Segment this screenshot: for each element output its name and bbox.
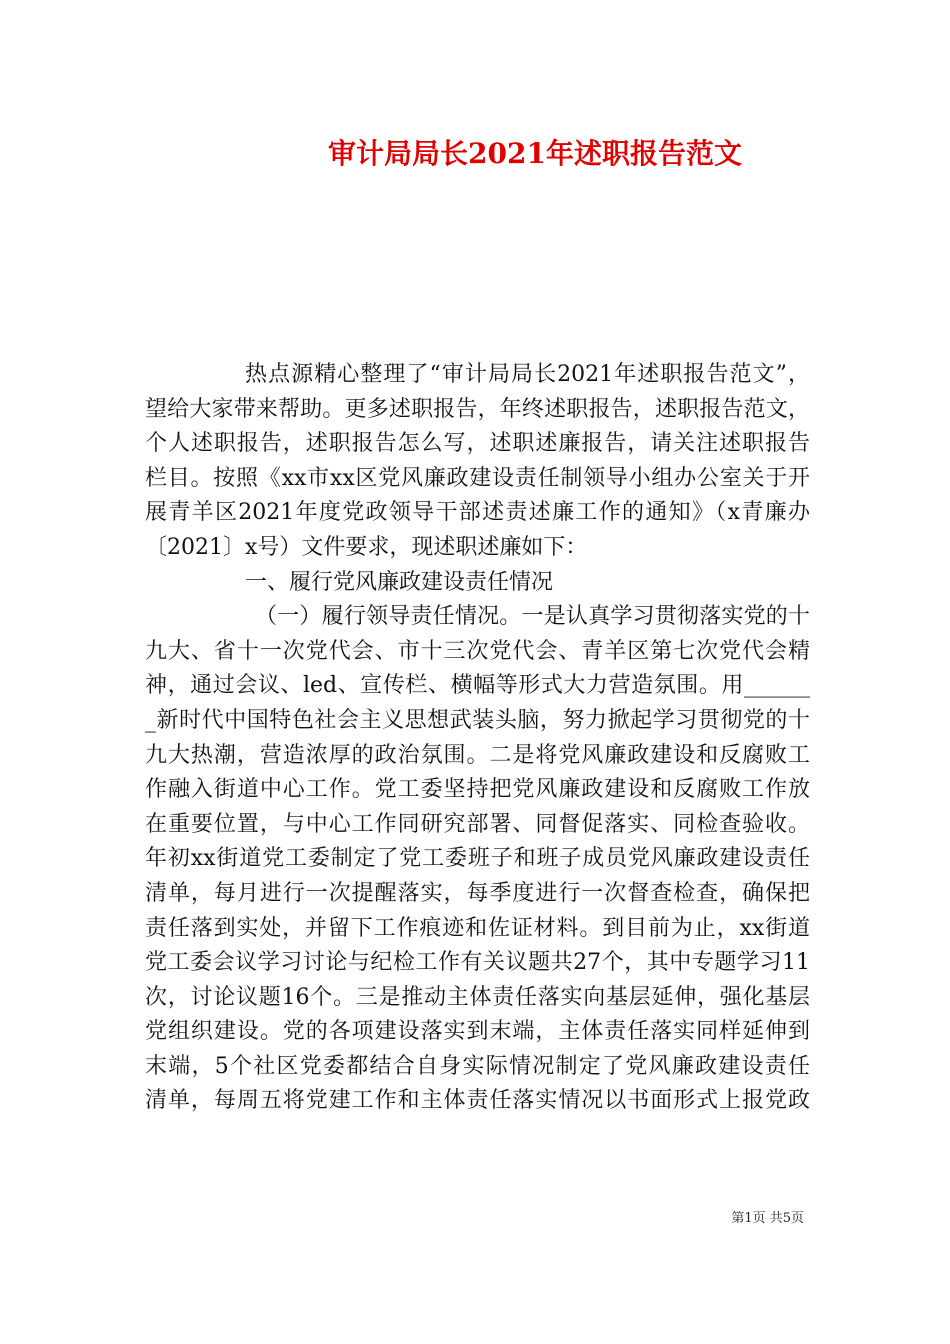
text-line: 望给大家带来帮助。更多述职报告，年终述职报告，述职报告范文，: [145, 396, 810, 422]
text-line: 个人述职报告，述职报告怎么写，述职述廉报告，请关注述职报告: [145, 431, 810, 457]
document-title: 审计局局长2021年述职报告范文: [328, 137, 742, 170]
text-line: 党组织建设。党的各项建设落实到末端，主体责任落实同样延伸到: [145, 1019, 810, 1045]
text-line: 党工委会议学习讨论与纪检工作有关议题共27个，其中专题学习11: [145, 950, 810, 976]
text-line: 清单，每周五将党建工作和主体责任落实情况以书面形式上报党政: [145, 1088, 810, 1114]
text-line: 〔2021〕x号）文件要求，现述职述廉如下：: [145, 534, 588, 560]
paragraph-section-one: [145, 600, 810, 1119]
text-line: 九大热潮，营造浓厚的政治氛围。二是将党风廉政建设和反腐败工: [145, 742, 810, 768]
text-line: 次，讨论议题16个。三是推动主体责任落实向基层延伸，强化基层: [145, 984, 810, 1010]
text-line: 清单，每月进行一次提醒落实，每季度进行一次督查检查，确保把: [145, 880, 810, 906]
text-line: 神，通过会议、led、宣传栏、横幅等形式大力营造氛围。用______: [145, 673, 810, 699]
page-number-footer: 第1页 共5页: [731, 1211, 804, 1226]
text-line: 作融入街道中心工作。党工委坚持把党风廉政建设和反腐败工作放: [145, 777, 810, 803]
text-line: 栏目。按照《xx市xx区党风廉政建设责任制领导小组办公室关于开: [145, 465, 810, 491]
document-body: [145, 358, 810, 1119]
paragraph-intro: [145, 358, 810, 566]
text-line: 一、履行党风廉政建设责任情况: [245, 569, 554, 595]
text-line: 末端，5个社区党委都结合自身实际情况制定了党风廉政建设责任: [145, 1053, 810, 1079]
text-line: 热点源精心整理了“审计局局长2021年述职报告范文”，: [245, 362, 810, 387]
text-line: _新时代中国特色社会主义思想武装头脑，努力掀起学习贯彻党的十: [145, 707, 810, 733]
text-line: 展青羊区2021年度党政领导干部述责述廉工作的通知》（x青廉办: [145, 500, 810, 526]
text-line: 年初xx街道党工委制定了党工委班子和班子成员党风廉政建设责任: [145, 846, 810, 872]
text-line: （一）履行领导责任情况。一是认真学习贯彻落实党的十: [255, 604, 810, 630]
section-heading: [145, 566, 810, 601]
text-line: 九大、省十一次党代会、市十三次党代会、青羊区第七次党代会精: [145, 638, 810, 664]
text-line: 责任落到实处，并留下工作痕迹和佐证材料。到目前为止，xx街道: [145, 915, 810, 941]
text-line: 在重要位置，与中心工作同研究部署、同督促落实、同检查验收。: [145, 811, 810, 837]
